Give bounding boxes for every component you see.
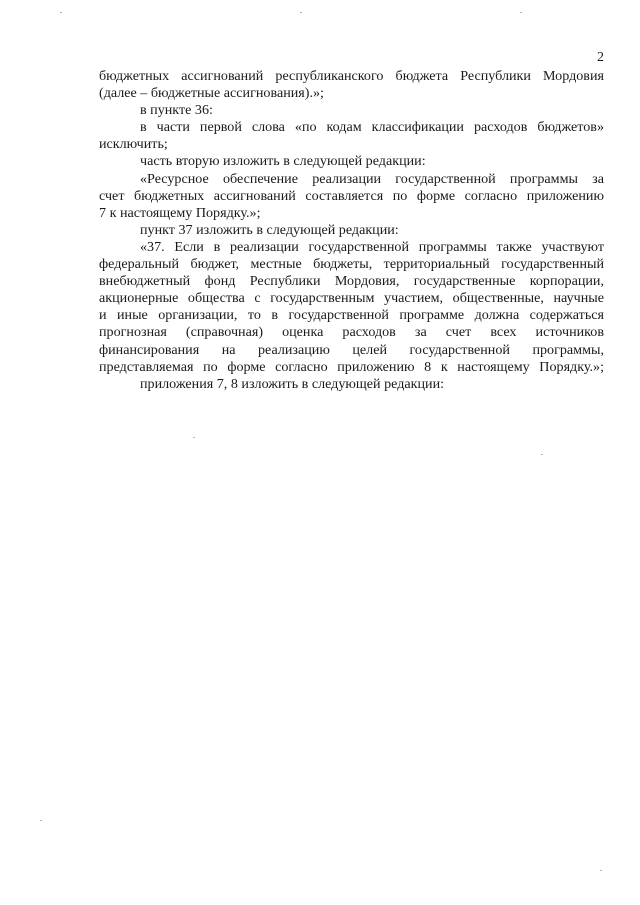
- text-line: федеральный бюджет, местные бюджеты, территориальный государственный: [99, 256, 604, 273]
- text-line: прогнозная (справочная) оценка расходов за счет всех источников: [99, 324, 604, 341]
- scan-artifact: [600, 870, 602, 871]
- scan-artifact: [541, 454, 543, 455]
- page-number: 2: [597, 50, 604, 65]
- text-line: внебюджетный фонд Республики Мордовия, государственные корпорации,: [99, 273, 604, 290]
- text-line: часть вторую изложить в следующей редакции:: [140, 153, 426, 170]
- text-line: бюджетных ассигнований республиканского бюджета Республики Мордовия: [99, 68, 604, 84]
- scan-artifact: [193, 437, 195, 438]
- text-line: в пункте 36:: [140, 102, 213, 119]
- text-line: представляемая по форме согласно приложению 8 к настоящему Порядку.»;: [99, 358, 604, 375]
- document-body: [99, 68, 604, 393]
- text-line: исключить;: [99, 136, 168, 153]
- text-line: и иные организации, то в государственной программе должна содержаться: [99, 307, 604, 324]
- text-line: финансирования на реализацию целей государственной программы,: [99, 341, 604, 358]
- text-line: «37. Если в реализации государственной программы также участвуют: [140, 238, 604, 255]
- scan-artifact: [300, 12, 302, 13]
- text-line: 7 к настоящему Порядку.»;: [99, 204, 261, 221]
- scan-artifact: [520, 12, 522, 13]
- text-line: (далее – бюджетные ассигнования).»;: [99, 85, 324, 102]
- text-line: акционерные общества с государственным участием, общественные, научные: [99, 290, 604, 307]
- scan-artifact: [40, 820, 42, 821]
- text-line: в части первой слова «по кодам классификации расходов бюджетов»: [140, 119, 604, 136]
- text-line: приложения 7, 8 изложить в следующей редакции:: [140, 375, 445, 392]
- scan-artifact: [60, 12, 62, 13]
- text-line: «Ресурсное обеспечение реализации государственной программы за: [140, 170, 604, 187]
- text-line: пункт 37 изложить в следующей редакции:: [140, 221, 399, 238]
- text-line: счет бюджетных ассигнований составляется по форме согласно приложению: [99, 187, 604, 204]
